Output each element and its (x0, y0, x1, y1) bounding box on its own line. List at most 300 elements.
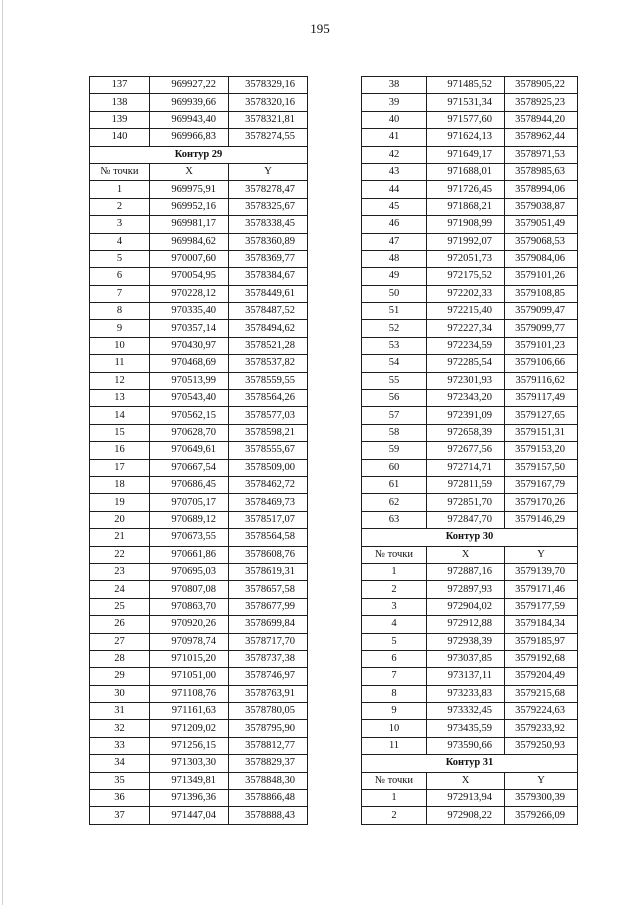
coordinate-x: 972913,94 (427, 790, 505, 807)
table-row (90, 807, 308, 824)
table-row (362, 285, 578, 302)
coordinate-y: 3578274,55 (229, 129, 308, 146)
coordinate-y: 3579099,77 (505, 320, 578, 337)
point-number: 25 (90, 598, 150, 615)
coordinate-x: 970689,12 (150, 511, 229, 528)
contour-heading-row (362, 529, 578, 546)
point-number: 50 (362, 285, 427, 302)
coordinate-y: 3579153,20 (505, 442, 578, 459)
column-header-row (90, 163, 308, 180)
table-row (90, 459, 308, 476)
point-number: 46 (362, 216, 427, 233)
coordinate-y: 3579177,59 (505, 598, 578, 615)
table-row (90, 372, 308, 389)
table-row (362, 511, 578, 528)
header-point-number: № точки (90, 163, 150, 180)
table-row (90, 790, 308, 807)
coordinate-y: 3578795,90 (229, 720, 308, 737)
point-number: 8 (90, 303, 150, 320)
table-row (90, 633, 308, 650)
table-row (90, 407, 308, 424)
coordinate-x: 972215,40 (427, 303, 505, 320)
coordinate-x: 971908,99 (427, 216, 505, 233)
coordinate-y: 3579300,39 (505, 790, 578, 807)
coordinate-x: 973435,59 (427, 720, 505, 737)
coordinate-y: 3578469,73 (229, 494, 308, 511)
coordinate-y: 3579167,79 (505, 476, 578, 493)
contour-heading: Контур 30 (362, 529, 578, 546)
coordinate-x: 970468,69 (150, 355, 229, 372)
coordinate-y: 3579157,50 (505, 459, 578, 476)
point-number: 17 (90, 459, 150, 476)
coordinate-x: 970335,40 (150, 303, 229, 320)
table-row (90, 285, 308, 302)
point-number: 140 (90, 129, 150, 146)
coordinate-y: 3578971,53 (505, 146, 578, 163)
table-row (362, 476, 578, 493)
coordinates-table-left (89, 76, 308, 825)
coordinate-y: 3579051,49 (505, 216, 578, 233)
coordinate-y: 3579099,47 (505, 303, 578, 320)
coordinate-y: 3579106,66 (505, 355, 578, 372)
point-number: 7 (90, 285, 150, 302)
point-number: 139 (90, 111, 150, 128)
coordinate-x: 970562,15 (150, 407, 229, 424)
point-number: 26 (90, 616, 150, 633)
coordinate-y: 3579185,97 (505, 633, 578, 650)
coordinate-x: 972658,39 (427, 424, 505, 441)
coordinate-x: 971868,21 (427, 198, 505, 215)
table-row (362, 807, 578, 824)
coordinate-y: 3578278,47 (229, 181, 308, 198)
coordinate-x: 972175,52 (427, 268, 505, 285)
coordinate-x: 970705,17 (150, 494, 229, 511)
coordinate-x: 969943,40 (150, 111, 229, 128)
coordinate-y: 3578812,77 (229, 737, 308, 754)
table-row (362, 146, 578, 163)
coordinate-x: 970863,70 (150, 598, 229, 615)
coordinate-x: 972714,71 (427, 459, 505, 476)
coordinate-x: 970513,99 (150, 372, 229, 389)
point-number: 57 (362, 407, 427, 424)
contour-heading-row (90, 146, 308, 163)
coordinate-x: 972051,73 (427, 250, 505, 267)
table-row (362, 494, 578, 511)
point-number: 40 (362, 111, 427, 128)
table-row (90, 737, 308, 754)
point-number: 52 (362, 320, 427, 337)
coordinate-x: 970430,97 (150, 337, 229, 354)
coordinate-x: 972234,59 (427, 337, 505, 354)
table-row (90, 720, 308, 737)
coordinate-y: 3578962,44 (505, 129, 578, 146)
coordinate-x: 970228,12 (150, 285, 229, 302)
coordinate-y: 3578462,72 (229, 476, 308, 493)
coordinate-y: 3579038,87 (505, 198, 578, 215)
coordinate-x: 973137,11 (427, 668, 505, 685)
point-number: 38 (362, 77, 427, 94)
point-number: 58 (362, 424, 427, 441)
coordinate-x: 971577,60 (427, 111, 505, 128)
point-number: 6 (90, 268, 150, 285)
point-number: 42 (362, 146, 427, 163)
table-row (362, 424, 578, 441)
point-number: 1 (362, 790, 427, 807)
coordinate-x: 970667,54 (150, 459, 229, 476)
coordinate-y: 3578329,16 (229, 77, 308, 94)
point-number: 2 (90, 198, 150, 215)
coordinate-x: 972227,34 (427, 320, 505, 337)
point-number: 56 (362, 390, 427, 407)
coordinate-y: 3579101,23 (505, 337, 578, 354)
table-row (362, 720, 578, 737)
table-row (90, 216, 308, 233)
coordinate-x: 971051,00 (150, 668, 229, 685)
coordinate-y: 3578866,48 (229, 790, 308, 807)
table-row (90, 668, 308, 685)
point-number: 44 (362, 181, 427, 198)
point-number: 5 (90, 250, 150, 267)
coordinate-y: 3578320,16 (229, 94, 308, 111)
point-number: 33 (90, 737, 150, 754)
table-row (90, 320, 308, 337)
coordinate-y: 3579171,46 (505, 581, 578, 598)
point-number: 22 (90, 546, 150, 563)
page-number: 195 (310, 21, 330, 36)
coordinate-x: 972938,39 (427, 633, 505, 650)
coordinate-x: 969981,17 (150, 216, 229, 233)
coordinate-x: 972912,88 (427, 616, 505, 633)
coordinate-x: 970673,55 (150, 529, 229, 546)
coordinate-x: 970628,70 (150, 424, 229, 441)
table-row (362, 581, 578, 598)
coordinate-x: 972847,70 (427, 511, 505, 528)
coordinate-x: 969984,62 (150, 233, 229, 250)
coordinate-x: 970686,45 (150, 476, 229, 493)
table-row (90, 424, 308, 441)
coordinate-y: 3578985,63 (505, 163, 578, 180)
table-row (90, 529, 308, 546)
point-number: 47 (362, 233, 427, 250)
coordinate-x: 972391,09 (427, 407, 505, 424)
coordinate-y: 3578717,70 (229, 633, 308, 650)
coordinate-y: 3578564,26 (229, 390, 308, 407)
header-y: Y (229, 163, 308, 180)
header-y: Y (505, 772, 578, 789)
coordinate-x: 971992,07 (427, 233, 505, 250)
table-row (362, 390, 578, 407)
coordinate-y: 3579170,26 (505, 494, 578, 511)
point-number: 7 (362, 668, 427, 685)
coordinate-y: 3579139,70 (505, 563, 578, 580)
table-row (90, 181, 308, 198)
coordinate-x: 971303,30 (150, 755, 229, 772)
coordinate-y: 3578677,99 (229, 598, 308, 615)
table-row (362, 216, 578, 233)
coordinate-x: 971396,36 (150, 790, 229, 807)
coordinate-x: 969952,16 (150, 198, 229, 215)
table-row (90, 598, 308, 615)
coordinate-y: 3578487,52 (229, 303, 308, 320)
table-row (90, 94, 308, 111)
coordinate-x: 972904,02 (427, 598, 505, 615)
coordinate-y: 3578559,55 (229, 372, 308, 389)
coordinate-x: 972677,56 (427, 442, 505, 459)
coordinate-y: 3579192,68 (505, 650, 578, 667)
coordinate-y: 3578598,21 (229, 424, 308, 441)
table-row (362, 685, 578, 702)
coordinate-x: 970661,86 (150, 546, 229, 563)
coordinate-y: 3579184,34 (505, 616, 578, 633)
point-number: 27 (90, 633, 150, 650)
table-row (90, 703, 308, 720)
contour-heading: Контур 31 (362, 755, 578, 772)
coordinate-x: 969966,83 (150, 129, 229, 146)
coordinate-y: 3578509,00 (229, 459, 308, 476)
point-number: 51 (362, 303, 427, 320)
point-number: 29 (90, 668, 150, 685)
table-row (362, 372, 578, 389)
point-number: 10 (90, 337, 150, 354)
coordinate-y: 3578994,06 (505, 181, 578, 198)
table-row (362, 459, 578, 476)
point-number: 3 (362, 598, 427, 615)
coordinate-y: 3578555,67 (229, 442, 308, 459)
table-row (90, 511, 308, 528)
coordinate-x: 971726,45 (427, 181, 505, 198)
coordinate-x: 970978,74 (150, 633, 229, 650)
table-row (362, 598, 578, 615)
table-row (90, 111, 308, 128)
table-row (90, 129, 308, 146)
point-number: 14 (90, 407, 150, 424)
table-row (90, 337, 308, 354)
coordinate-y: 3578888,43 (229, 807, 308, 824)
point-number: 8 (362, 685, 427, 702)
point-number: 11 (362, 737, 427, 754)
point-number: 23 (90, 563, 150, 580)
table-row (90, 772, 308, 789)
coordinate-y: 3578848,30 (229, 772, 308, 789)
coordinate-y: 3579146,29 (505, 511, 578, 528)
table-row (90, 563, 308, 580)
point-number: 35 (90, 772, 150, 789)
table-row (90, 198, 308, 215)
coordinate-y: 3578905,22 (505, 77, 578, 94)
scan-edge-line (2, 0, 3, 905)
point-number: 55 (362, 372, 427, 389)
point-number: 1 (90, 181, 150, 198)
coordinate-x: 971349,81 (150, 772, 229, 789)
coordinate-y: 3578321,81 (229, 111, 308, 128)
point-number: 3 (90, 216, 150, 233)
point-number: 1 (362, 563, 427, 580)
coordinate-x: 973037,85 (427, 650, 505, 667)
point-number: 12 (90, 372, 150, 389)
coordinate-x: 969975,91 (150, 181, 229, 198)
table-row (90, 442, 308, 459)
point-number: 16 (90, 442, 150, 459)
coordinate-y: 3578746,97 (229, 668, 308, 685)
column-header-row (362, 772, 578, 789)
table-row (90, 546, 308, 563)
header-y: Y (505, 546, 578, 563)
point-number: 32 (90, 720, 150, 737)
coordinate-x: 971688,01 (427, 163, 505, 180)
coordinate-y: 3578944,20 (505, 111, 578, 128)
coordinate-y: 3578608,76 (229, 546, 308, 563)
column-header-row (362, 546, 578, 563)
table-row (362, 129, 578, 146)
point-number: 43 (362, 163, 427, 180)
coordinate-x: 970695,03 (150, 563, 229, 580)
coordinate-x: 973332,45 (427, 703, 505, 720)
table-row (362, 77, 578, 94)
point-number: 6 (362, 650, 427, 667)
header-point-number: № точки (362, 546, 427, 563)
coordinate-x: 971447,04 (150, 807, 229, 824)
table-row (362, 181, 578, 198)
table-row (362, 650, 578, 667)
coordinate-y: 3578521,28 (229, 337, 308, 354)
point-number: 36 (90, 790, 150, 807)
table-row (362, 111, 578, 128)
point-number: 2 (362, 807, 427, 824)
coordinate-y: 3578925,23 (505, 94, 578, 111)
table-row (362, 94, 578, 111)
point-number: 53 (362, 337, 427, 354)
coordinate-x: 970543,40 (150, 390, 229, 407)
table-row (362, 268, 578, 285)
point-number: 31 (90, 703, 150, 720)
contour-heading: Контур 29 (90, 146, 308, 163)
coordinate-y: 3579250,93 (505, 737, 578, 754)
point-number: 15 (90, 424, 150, 441)
coordinate-x: 972908,22 (427, 807, 505, 824)
coordinate-x: 971649,17 (427, 146, 505, 163)
point-number: 9 (90, 320, 150, 337)
point-number: 37 (90, 807, 150, 824)
coordinate-x: 972887,16 (427, 563, 505, 580)
point-number: 138 (90, 94, 150, 111)
point-number: 9 (362, 703, 427, 720)
coordinate-y: 3578338,45 (229, 216, 308, 233)
coordinate-x: 973233,83 (427, 685, 505, 702)
point-number: 10 (362, 720, 427, 737)
point-number: 41 (362, 129, 427, 146)
coordinate-x: 969927,22 (150, 77, 229, 94)
point-number: 11 (90, 355, 150, 372)
point-number: 49 (362, 268, 427, 285)
coordinate-y: 3578369,77 (229, 250, 308, 267)
point-number: 137 (90, 77, 150, 94)
table-row (362, 737, 578, 754)
coordinate-y: 3578517,07 (229, 511, 308, 528)
coordinate-x: 972811,59 (427, 476, 505, 493)
point-number: 63 (362, 511, 427, 528)
coordinate-y: 3579204,49 (505, 668, 578, 685)
coordinate-x: 972202,33 (427, 285, 505, 302)
point-number: 62 (362, 494, 427, 511)
point-number: 34 (90, 755, 150, 772)
table-row (90, 390, 308, 407)
coordinate-x: 971015,20 (150, 650, 229, 667)
coordinate-y: 3579116,62 (505, 372, 578, 389)
coordinate-y: 3578699,84 (229, 616, 308, 633)
coordinate-y: 3578449,61 (229, 285, 308, 302)
table-row (90, 755, 308, 772)
coordinate-y: 3578494,62 (229, 320, 308, 337)
point-number: 5 (362, 633, 427, 650)
point-number: 45 (362, 198, 427, 215)
coordinate-y: 3579224,63 (505, 703, 578, 720)
table-row (362, 337, 578, 354)
table-row (362, 355, 578, 372)
point-number: 28 (90, 650, 150, 667)
coordinate-y: 3579266,09 (505, 807, 578, 824)
coordinate-x: 970007,60 (150, 250, 229, 267)
coordinate-y: 3579215,68 (505, 685, 578, 702)
table-row (90, 303, 308, 320)
coordinate-x: 973590,66 (427, 737, 505, 754)
coordinate-x: 972343,20 (427, 390, 505, 407)
header-x: X (427, 772, 505, 789)
table-row (362, 320, 578, 337)
point-number: 4 (362, 616, 427, 633)
table-row (362, 703, 578, 720)
coordinate-x: 972897,93 (427, 581, 505, 598)
coordinate-y: 3578763,91 (229, 685, 308, 702)
table-row (90, 77, 308, 94)
coordinate-y: 3578325,67 (229, 198, 308, 215)
point-number: 19 (90, 494, 150, 511)
point-number: 24 (90, 581, 150, 598)
table-row (362, 233, 578, 250)
coordinate-y: 3578737,38 (229, 650, 308, 667)
table-row (90, 355, 308, 372)
coordinate-x: 971485,52 (427, 77, 505, 94)
coordinate-y: 3578564,58 (229, 529, 308, 546)
coordinate-x: 970649,61 (150, 442, 229, 459)
coordinate-y: 3578360,89 (229, 233, 308, 250)
table-row (90, 476, 308, 493)
point-number: 48 (362, 250, 427, 267)
table-row (362, 442, 578, 459)
point-number: 21 (90, 529, 150, 546)
header-x: X (150, 163, 229, 180)
coordinate-y: 3578619,31 (229, 563, 308, 580)
table-row (90, 650, 308, 667)
table-row (362, 250, 578, 267)
point-number: 18 (90, 476, 150, 493)
coordinate-y: 3579151,31 (505, 424, 578, 441)
coordinate-x: 970357,14 (150, 320, 229, 337)
coordinate-y: 3579108,85 (505, 285, 578, 302)
table-row (362, 790, 578, 807)
table-row (90, 494, 308, 511)
table-row (362, 198, 578, 215)
coordinate-y: 3579127,65 (505, 407, 578, 424)
coordinate-x: 971161,63 (150, 703, 229, 720)
coordinate-y: 3578829,37 (229, 755, 308, 772)
table-row (90, 581, 308, 598)
table-row (90, 233, 308, 250)
table-row (362, 633, 578, 650)
coordinate-y: 3579117,49 (505, 390, 578, 407)
point-number: 13 (90, 390, 150, 407)
coordinate-x: 971209,02 (150, 720, 229, 737)
coordinate-x: 970807,08 (150, 581, 229, 598)
